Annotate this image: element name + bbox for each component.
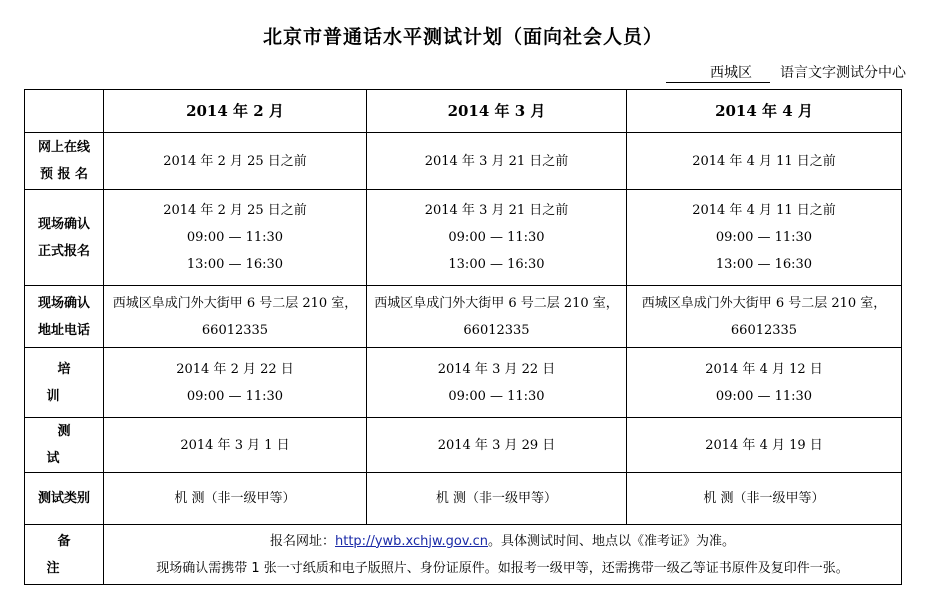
table-row-confirm [25, 190, 902, 286]
center-name: 语言文字测试分中心 [780, 65, 906, 81]
table-cell: 2014 年 2 月 25 日之前 09:00 — 11:30 13:00 — 16:30 [104, 190, 367, 286]
table-cell: 2014 年 2 月 22 日 09:00 — 11:30 [104, 348, 367, 418]
table-row-address [25, 286, 902, 348]
row-label: 培 训 [25, 348, 104, 418]
row-label: 备 注 [25, 525, 104, 585]
table-row-online [25, 133, 902, 190]
table-cell: 机 测（非一级甲等） [367, 473, 627, 525]
month-header: 2014 年 2 月 [104, 90, 367, 133]
district-name: 西城区 [666, 62, 770, 83]
page-title: 北京市普通话水平测试计划（面向社会人员） [262, 26, 663, 48]
table-cell: 西城区阜成门外大街甲 6 号二层 210 室， 66012335 [627, 286, 902, 348]
table-row-category [25, 473, 902, 525]
month-header: 2014 年 3 月 [367, 90, 627, 133]
table-cell: 2014 年 3 月 1 日 [104, 418, 367, 473]
table-cell: 机 测（非一级甲等） [104, 473, 367, 525]
table-cell: 2014 年 3 月 21 日之前 [367, 133, 627, 190]
row-label: 现场确认 正式报名 [25, 190, 104, 286]
registration-link[interactable]: http://ywb.xchjw.gov.cn [335, 533, 488, 549]
table-row-training [25, 348, 902, 418]
table-cell: 2014 年 4 月 19 日 [627, 418, 902, 473]
row-label: 现场确认 地址电话 [25, 286, 104, 348]
notes-cell [104, 525, 902, 585]
table-cell: 2014 年 3 月 22 日 09:00 — 11:30 [367, 348, 627, 418]
table-cell: 2014 年 4 月 12 日 09:00 — 11:30 [627, 348, 902, 418]
corner-cell [25, 90, 104, 133]
row-label: 测试类别 [25, 473, 104, 525]
table-cell: 机 测（非一级甲等） [627, 473, 902, 525]
table-cell: 西城区阜成门外大街甲 6 号二层 210 室， 66012335 [367, 286, 627, 348]
table-cell: 2014 年 4 月 11 日之前 [627, 133, 902, 190]
test-plan-table [24, 89, 902, 585]
table-cell: 2014 年 3 月 21 日之前 09:00 — 11:30 13:00 — 16:30 [367, 190, 627, 286]
table-row-test [25, 418, 902, 473]
notes-line-2: 现场确认需携带 1 张一寸纸质和电子版照片、身份证原件。如报考一级甲等，还需携带一级乙等证书原件及复印件一张。 [156, 560, 849, 576]
table-cell: 2014 年 3 月 29 日 [367, 418, 627, 473]
subtitle [666, 62, 906, 83]
table-cell: 2014 年 4 月 11 日之前 09:00 — 11:30 13:00 — 16:30 [627, 190, 902, 286]
table-row-notes [25, 525, 902, 585]
row-label: 测 试 [25, 418, 104, 473]
header-row [25, 90, 902, 133]
month-header: 2014 年 4 月 [627, 90, 902, 133]
row-label: 网上在线 预 报 名 [25, 133, 104, 190]
table-cell: 2014 年 2 月 25 日之前 [104, 133, 367, 190]
table-cell: 西城区阜成门外大街甲 6 号二层 210 室， 66012335 [104, 286, 367, 348]
notes-line-1: 报名网址：http://ywb.xchjw.gov.cn。具体测试时间、地点以《准考证》为准。 [269, 533, 735, 549]
